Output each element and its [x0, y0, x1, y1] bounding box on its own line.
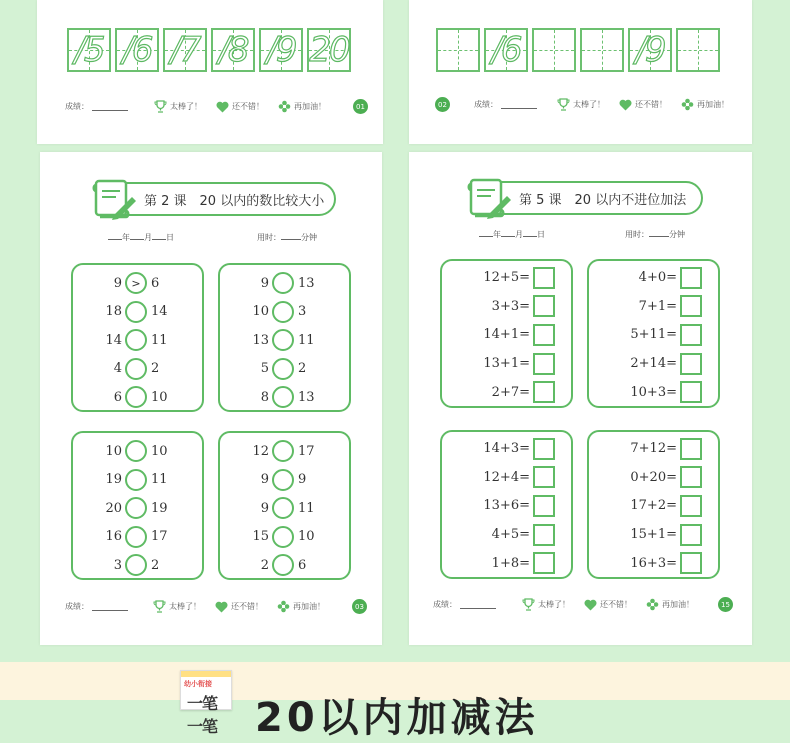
addition-box: [587, 259, 720, 408]
praise-good: [584, 598, 632, 611]
compare-row: [220, 385, 349, 409]
year-blank: [479, 229, 493, 237]
praise-good: [619, 98, 667, 111]
compare-row: [73, 525, 202, 549]
compare-row: [73, 300, 202, 324]
writing-cell: [580, 28, 624, 72]
addition-row: [589, 436, 718, 461]
praise-tryagain-label: 再加油！: [293, 602, 325, 611]
answer-circle[interactable]: [272, 469, 294, 491]
praise-great: [557, 98, 605, 111]
compare-row: [73, 271, 202, 295]
addition-row: [589, 522, 718, 547]
answer-circle[interactable]: [272, 526, 294, 548]
answer-circle[interactable]: [125, 301, 147, 323]
writing-cell: [532, 28, 576, 72]
answer-circle[interactable]: [125, 386, 147, 408]
traced-number: [534, 30, 574, 70]
equation: 4+0=: [638, 270, 677, 285]
answer-circle[interactable]: [272, 272, 294, 294]
addition-box: [440, 259, 573, 408]
compare-row: [73, 468, 202, 492]
praise-tryagain: [277, 600, 325, 613]
trophy-icon: [557, 98, 570, 111]
score-line: [92, 103, 128, 111]
answer-box[interactable]: [533, 524, 555, 546]
praise-great-label: 太棒了！: [169, 602, 201, 611]
addition-row: [442, 351, 571, 376]
time-blank: [649, 229, 669, 237]
answer-box[interactable]: [680, 438, 702, 460]
book-brand: 幼小衔接: [184, 680, 212, 688]
right-number: 6: [151, 275, 160, 291]
scroll-pencil-icon: [92, 175, 138, 223]
writing-cell: [628, 28, 672, 72]
left-number: 16: [105, 529, 122, 545]
praise-good-label: 还不错！: [231, 602, 263, 611]
compare-row: [73, 328, 202, 352]
compare-box: [71, 431, 204, 580]
lesson-title-banner: [102, 182, 336, 216]
answer-box[interactable]: [680, 295, 702, 317]
answer-box[interactable]: [533, 381, 555, 403]
right-number: 6: [298, 557, 307, 573]
compare-row: [220, 271, 349, 295]
praise-tryagain-label: 再加油！: [697, 100, 729, 109]
writing-grid: [67, 28, 355, 72]
compare-row: [73, 439, 202, 463]
writing-cell: [484, 28, 528, 72]
flower-icon: [277, 600, 290, 613]
right-number: 19: [151, 500, 168, 516]
equation: 14+1=: [483, 327, 530, 343]
heart-icon: [619, 98, 632, 111]
year-blank: [108, 232, 122, 240]
praise-tryagain: [646, 598, 694, 611]
compare-box: [71, 263, 204, 412]
addition-row: [442, 265, 571, 290]
score-line: [92, 603, 128, 611]
page-footer: [40, 599, 382, 614]
right-number: 2: [151, 361, 160, 377]
answer-box[interactable]: [680, 552, 702, 574]
page-footer: [409, 597, 752, 612]
day-label: 日: [166, 233, 174, 242]
score-line: [460, 601, 496, 609]
right-number: 3: [298, 304, 307, 320]
compare-row: [220, 300, 349, 324]
compare-row: [220, 439, 349, 463]
addition-row: [589, 322, 718, 347]
answer-circle[interactable]: [272, 554, 294, 576]
traced-number: [582, 30, 622, 70]
right-number: 10: [151, 443, 168, 459]
month-blank: [130, 232, 144, 240]
equation: 7+12=: [630, 441, 677, 456]
date-field: [108, 232, 174, 243]
answer-circle[interactable]: >: [125, 272, 147, 294]
praise-tryagain-label: 再加油！: [294, 102, 326, 111]
traced-number: [438, 30, 478, 70]
equation: 13+6=: [483, 498, 530, 514]
time-unit: 分钟: [669, 230, 685, 239]
score-field: [433, 599, 496, 610]
addition-box: [440, 430, 573, 579]
score-field: [474, 99, 537, 110]
writing-cell: [67, 28, 111, 72]
praise-good-label: 还不错！: [635, 100, 667, 109]
book-cover-thumbnail: [180, 670, 232, 736]
compare-row: [220, 496, 349, 520]
score-line: [501, 101, 537, 109]
writing-cell: [676, 28, 720, 72]
right-number: 2: [151, 557, 160, 573]
traced-number: /6: [491, 30, 521, 70]
praise-tryagain: [278, 100, 326, 113]
answer-box[interactable]: [680, 324, 702, 346]
traced-number: 20: [309, 30, 349, 70]
lesson-title-banner: [477, 181, 703, 215]
right-number: 17: [151, 529, 168, 545]
answer-circle[interactable]: [272, 386, 294, 408]
right-number: 9: [298, 472, 307, 488]
time-label: 用时：: [625, 230, 649, 239]
addition-row: [442, 436, 571, 461]
answer-circle[interactable]: [272, 301, 294, 323]
answer-circle[interactable]: [125, 469, 147, 491]
time-field: [257, 232, 317, 243]
right-number: 2: [298, 361, 307, 377]
right-number: 11: [151, 332, 168, 348]
flower-icon: [646, 598, 659, 611]
left-number: 3: [113, 557, 122, 573]
time-blank: [281, 232, 301, 240]
compare-box: [218, 263, 351, 412]
equation: 15+1=: [630, 527, 677, 543]
addition-row: [442, 465, 571, 490]
compare-row: [73, 496, 202, 520]
lesson-title: 第 2 课 20 以内的数比较大小: [144, 193, 325, 209]
answer-circle[interactable]: [125, 358, 147, 380]
praise-great: [522, 598, 570, 611]
left-number: 18: [105, 304, 122, 320]
score-field: [65, 601, 128, 612]
answer-circle[interactable]: [125, 497, 147, 519]
left-number: 9: [113, 275, 122, 291]
trophy-icon: [522, 598, 535, 611]
year-label: 年: [122, 233, 130, 242]
time-field: [625, 229, 685, 240]
right-number: 14: [151, 304, 168, 320]
equation: 3+3=: [491, 298, 530, 314]
equation: 7+1=: [638, 298, 677, 314]
answer-box[interactable]: [533, 324, 555, 346]
left-number: 6: [113, 389, 122, 405]
worksheet-page-02: [409, 0, 752, 144]
left-number: 14: [105, 332, 122, 348]
traced-number: /6: [122, 30, 152, 70]
left-number: 19: [105, 472, 122, 488]
right-number: 11: [298, 332, 315, 348]
praise-tryagain-label: 再加油！: [662, 600, 694, 609]
time-unit: 分钟: [301, 233, 317, 242]
right-number: 10: [298, 529, 315, 545]
score-label: 成绩：: [433, 600, 457, 609]
traced-number: /5: [74, 30, 104, 70]
answer-box[interactable]: [533, 466, 555, 488]
trophy-icon: [153, 600, 166, 613]
equation: 0+20=: [630, 469, 677, 485]
traced-number: /9: [266, 30, 296, 70]
answer-circle[interactable]: [125, 440, 147, 462]
answer-box[interactable]: [680, 381, 702, 403]
score-field: [65, 101, 128, 112]
left-number: 10: [105, 443, 122, 459]
right-number: 10: [151, 389, 168, 405]
heart-icon: [215, 600, 228, 613]
praise-good: [216, 100, 264, 113]
answer-circle[interactable]: [272, 440, 294, 462]
addition-row: [442, 551, 571, 576]
page-footer: [37, 99, 383, 114]
worksheet-page-15: [409, 152, 752, 645]
addition-row: [589, 465, 718, 490]
answer-box[interactable]: [533, 295, 555, 317]
worksheet-page-03: [40, 152, 382, 645]
equation: 12+4=: [483, 469, 530, 485]
answer-box[interactable]: [680, 495, 702, 517]
equation: 4+5=: [491, 527, 530, 543]
traced-number: /7: [170, 30, 200, 70]
addition-row: [589, 551, 718, 576]
equation: 17+2=: [630, 498, 677, 514]
addition-row: [442, 380, 571, 405]
equation: 13+1=: [483, 356, 530, 372]
compare-row: [220, 328, 349, 352]
praise-good-label: 还不错！: [600, 600, 632, 609]
equation: 10+3=: [630, 384, 677, 400]
worksheet-page-01: [37, 0, 383, 144]
left-number: 5: [260, 361, 269, 377]
lesson-title: 第 5 课 20 以内不进位加法: [519, 192, 687, 208]
left-number: 4: [113, 361, 122, 377]
right-number: 13: [298, 275, 315, 291]
equation: 2+7=: [491, 384, 530, 400]
answer-circle[interactable]: [125, 329, 147, 351]
flower-icon: [681, 98, 694, 111]
compare-row: [220, 525, 349, 549]
answer-box[interactable]: [533, 495, 555, 517]
addition-row: [589, 351, 718, 376]
book-title: 一笔一笔: [187, 694, 218, 736]
month-blank: [501, 229, 515, 237]
scroll-pencil-icon: [467, 174, 513, 222]
answer-box[interactable]: [680, 353, 702, 375]
answer-circle[interactable]: [125, 526, 147, 548]
heart-icon: [216, 100, 229, 113]
left-number: 2: [260, 557, 269, 573]
page-number: 03: [352, 599, 367, 614]
writing-cell: [211, 28, 255, 72]
addition-row: [442, 493, 571, 518]
traced-number: /8: [218, 30, 248, 70]
addition-row: [589, 493, 718, 518]
score-label: 成绩：: [474, 100, 498, 109]
writing-cell: [436, 28, 480, 72]
addition-row: [589, 380, 718, 405]
compare-row: [220, 468, 349, 492]
praise-great-label: 太棒了！: [170, 102, 202, 111]
date-field: [479, 229, 545, 240]
section-header-strip: [0, 662, 790, 741]
answer-box[interactable]: [680, 267, 702, 289]
compare-row: [220, 357, 349, 381]
page-number: 15: [718, 597, 733, 612]
traced-number: [678, 30, 718, 70]
equation: 1+8=: [491, 555, 530, 571]
page-number: 01: [353, 99, 368, 114]
day-blank: [523, 229, 537, 237]
right-number: 11: [298, 500, 315, 516]
left-number: 9: [260, 472, 269, 488]
right-number: 11: [151, 472, 168, 488]
score-label: 成绩：: [65, 602, 89, 611]
flower-icon: [278, 100, 291, 113]
month-label: 月: [515, 230, 523, 239]
writing-cell: [115, 28, 159, 72]
equation: 2+14=: [630, 356, 677, 372]
score-label: 成绩：: [65, 102, 89, 111]
answer-circle[interactable]: [272, 329, 294, 351]
answer-circle[interactable]: [272, 358, 294, 380]
compare-row: [73, 553, 202, 577]
answer-box[interactable]: [533, 353, 555, 375]
answer-box[interactable]: [533, 267, 555, 289]
left-number: 10: [252, 304, 269, 320]
left-number: 13: [252, 332, 269, 348]
praise-good: [215, 600, 263, 613]
equation: 5+11=: [630, 327, 677, 343]
equation: 12+5=: [483, 270, 530, 285]
compare-row: [220, 553, 349, 577]
heart-icon: [584, 598, 597, 611]
compare-box: [218, 431, 351, 580]
page-number: 02: [435, 97, 450, 112]
writing-cell: [307, 28, 351, 72]
left-number: 8: [260, 389, 269, 405]
addition-row: [589, 265, 718, 290]
answer-circle[interactable]: [125, 554, 147, 576]
left-number: 15: [252, 529, 269, 545]
answer-circle[interactable]: [272, 497, 294, 519]
book-cover-stripe: [181, 671, 231, 677]
addition-row: [589, 294, 718, 319]
right-number: 13: [298, 389, 315, 405]
addition-row: [442, 294, 571, 319]
answer-box[interactable]: [533, 552, 555, 574]
compare-row: [73, 357, 202, 381]
writing-cell: [259, 28, 303, 72]
answer-box[interactable]: [533, 438, 555, 460]
left-number: 9: [260, 500, 269, 516]
left-number: 9: [260, 275, 269, 291]
praise-great: [154, 100, 202, 113]
writing-cell: [163, 28, 207, 72]
praise-tryagain: [681, 98, 729, 111]
trophy-icon: [154, 100, 167, 113]
praise-great-label: 太棒了！: [573, 100, 605, 109]
answer-box[interactable]: [680, 466, 702, 488]
praise-good-label: 还不错！: [232, 102, 264, 111]
section-heading: 20以内加减法: [255, 695, 539, 741]
addition-row: [442, 522, 571, 547]
praise-great-label: 太棒了！: [538, 600, 570, 609]
day-blank: [152, 232, 166, 240]
time-label: 用时：: [257, 233, 281, 242]
equation: 16+3=: [630, 555, 677, 571]
addition-box: [587, 430, 720, 579]
left-number: 20: [105, 500, 122, 516]
compare-row: [73, 385, 202, 409]
year-label: 年: [493, 230, 501, 239]
answer-box[interactable]: [680, 524, 702, 546]
addition-row: [442, 322, 571, 347]
page-footer: [409, 97, 752, 112]
left-number: 12: [252, 443, 269, 459]
writing-grid: [436, 28, 724, 72]
equation: 14+3=: [483, 441, 530, 456]
day-label: 日: [537, 230, 545, 239]
traced-number: /9: [635, 30, 665, 70]
right-number: 17: [298, 443, 315, 459]
month-label: 月: [144, 233, 152, 242]
praise-great: [153, 600, 201, 613]
